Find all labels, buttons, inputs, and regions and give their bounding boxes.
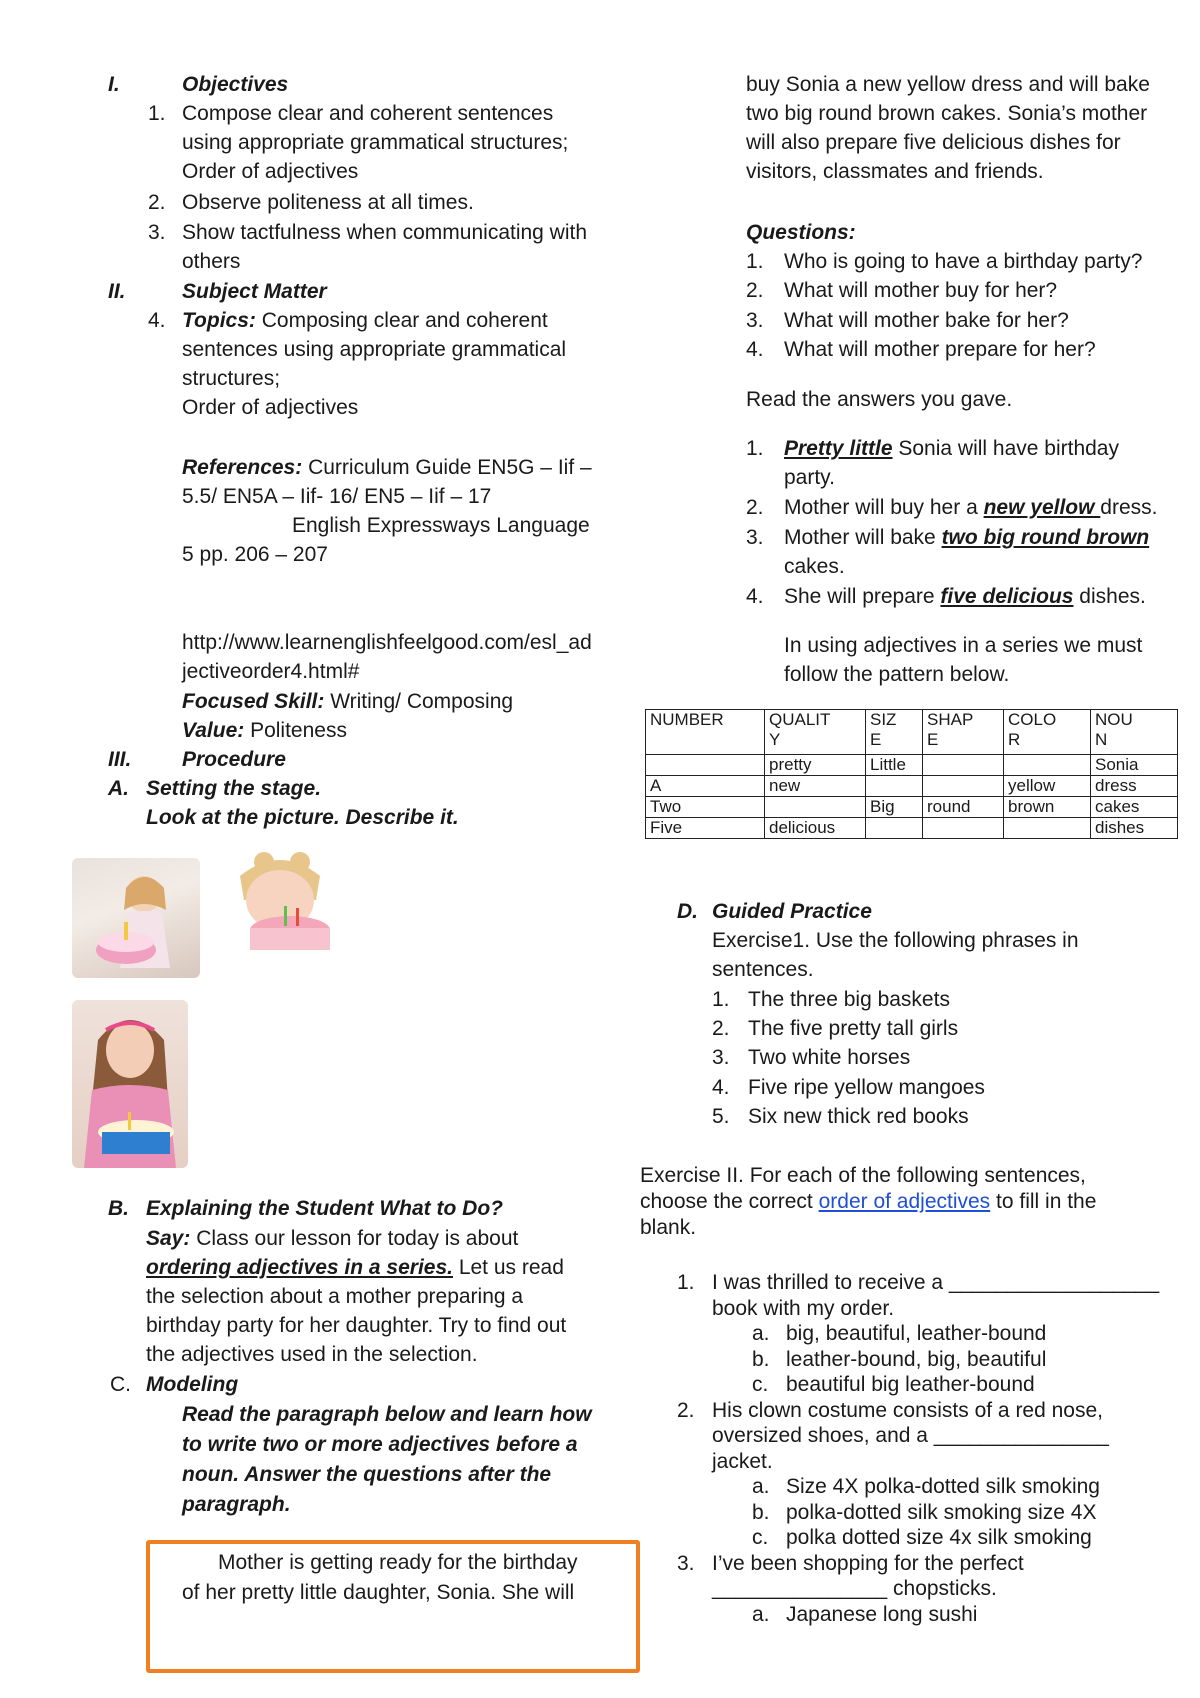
- say-text: the selection about a mother preparing a: [146, 1285, 524, 1308]
- exercise-instruction: sentences.: [712, 958, 814, 981]
- order-of-adjectives-link[interactable]: order of adjectives: [818, 1190, 991, 1213]
- option-letter: c.: [752, 1373, 769, 1396]
- say-line: [146, 1224, 518, 1253]
- focused-skill-text: Writing/ Composing: [324, 690, 514, 713]
- table-cell: [1004, 755, 1091, 776]
- answer-item: [784, 523, 1149, 552]
- table-cell: [646, 755, 765, 776]
- focused-skill: [182, 687, 513, 716]
- table-row: [646, 797, 1178, 818]
- table-cell: Two: [646, 797, 765, 818]
- table-header-cell: QUALIT Y: [765, 710, 866, 755]
- step-title: Guided Practice: [712, 900, 872, 923]
- exercise-instruction: blank.: [640, 1216, 697, 1239]
- objective-text: Observe politeness at all times.: [182, 191, 474, 214]
- quiz-question: _______________ chopsticks.: [712, 1577, 997, 1600]
- answer-item: [784, 434, 1119, 463]
- list-number: 4.: [148, 309, 166, 332]
- quiz-option[interactable]: leather-bound, big, beautiful: [786, 1348, 1047, 1371]
- pattern-text: follow the pattern below.: [784, 663, 1010, 686]
- focused-skill-label: Focused Skill:: [182, 690, 325, 713]
- birthday-girl-photo-1: [72, 858, 200, 978]
- table-cell: Big: [866, 797, 923, 818]
- list-number: 3.: [746, 526, 764, 549]
- topics-text: Order of adjectives: [182, 396, 359, 419]
- quiz-question: oversized shoes, and a _______________: [712, 1424, 1109, 1447]
- table-header-cell: NOU N: [1091, 710, 1178, 755]
- section-title: Subject Matter: [182, 280, 327, 303]
- value-text: Politeness: [244, 719, 347, 742]
- question-item: What will mother prepare for her?: [784, 338, 1096, 361]
- table-cell: round: [923, 797, 1004, 818]
- quiz-option[interactable]: polka dotted size 4x silk smoking: [786, 1526, 1092, 1549]
- table-cell: [1004, 818, 1091, 839]
- table-header-row: [646, 710, 1178, 755]
- option-letter: a.: [752, 1475, 770, 1498]
- list-number: 2.: [746, 279, 764, 302]
- exercise-instruction: Exercise II. For each of the following sentences,: [640, 1164, 1086, 1187]
- value-label: Value:: [182, 719, 245, 742]
- step-letter: B.: [108, 1197, 129, 1220]
- say-text: Let us read: [452, 1256, 564, 1279]
- step-title: Setting the stage.: [146, 777, 322, 800]
- table-row: [646, 818, 1178, 839]
- quiz-option[interactable]: Japanese long sushi: [786, 1603, 978, 1626]
- answer-text: Sonia will have birthday: [892, 437, 1119, 460]
- paragraph-text: two big round brown cakes. Sonia’s mother: [746, 102, 1148, 125]
- instruction-text: to fill in the: [990, 1190, 1097, 1213]
- girl-holding-cake-image: [72, 1000, 188, 1168]
- say-label: Say:: [146, 1227, 191, 1250]
- list-number: 4.: [746, 338, 764, 361]
- option-letter: a.: [752, 1603, 770, 1626]
- table-cell: cakes: [1091, 797, 1178, 818]
- step-letter: D.: [677, 900, 698, 923]
- table-cell: dishes: [1091, 818, 1178, 839]
- say-text: birthday party for her daughter. Try to find out: [146, 1314, 567, 1337]
- question-item: Who is going to have a birthday party?: [784, 250, 1143, 273]
- birthday-girl-photo-2: [204, 850, 356, 962]
- table-row: [646, 776, 1178, 797]
- exercise-instruction: [640, 1187, 1096, 1216]
- say-line: [146, 1253, 564, 1282]
- paragraph-text: buy Sonia a new yellow dress and will bake: [746, 73, 1150, 96]
- step-letter: A.: [108, 777, 129, 800]
- table-cell: Five: [646, 818, 765, 839]
- table-cell: delicious: [765, 818, 866, 839]
- table-row: [646, 755, 1178, 776]
- instruction-text: choose the correct: [640, 1190, 819, 1213]
- table-cell: [923, 776, 1004, 797]
- reference-url[interactable]: jectiveorder4.html#: [182, 660, 360, 683]
- option-letter: b.: [752, 1501, 770, 1524]
- birthday-girl-image: [72, 858, 200, 978]
- list-number: 1.: [677, 1271, 695, 1294]
- paragraph-text: will also prepare five delicious dishes for: [746, 131, 1121, 154]
- option-letter: a.: [752, 1322, 770, 1345]
- exercise-item: Five ripe yellow mangoes: [748, 1076, 985, 1099]
- table-cell: [923, 818, 1004, 839]
- exercise-item: Two white horses: [748, 1046, 911, 1069]
- references-text: 5 pp. 206 – 207: [182, 543, 328, 566]
- quiz-question: I was thrilled to receive a __________________: [712, 1271, 1160, 1294]
- table-cell: Sonia: [1091, 755, 1178, 776]
- list-number: 2.: [677, 1399, 695, 1422]
- table-cell: brown: [1004, 797, 1091, 818]
- objective-text: using appropriate grammatical structures;: [182, 131, 569, 154]
- answer-adjectives: new yellow: [983, 496, 1101, 519]
- table-header-cell: SHAP E: [923, 710, 1004, 755]
- table-cell: A: [646, 776, 765, 797]
- paragraph-text: of her pretty little daughter, Sonia. She will: [182, 1581, 575, 1604]
- table-cell: Little: [866, 755, 923, 776]
- references-line: [182, 453, 592, 482]
- questions-title: Questions:: [746, 221, 856, 244]
- modeling-instruction: paragraph.: [182, 1493, 291, 1516]
- quiz-option[interactable]: beautiful big leather-bound: [786, 1373, 1035, 1396]
- option-letter: b.: [752, 1348, 770, 1371]
- list-number: 1.: [746, 437, 764, 460]
- list-number: 4.: [712, 1076, 730, 1099]
- table-cell: [923, 755, 1004, 776]
- adjective-order-table: [645, 709, 1178, 839]
- answer-item: [784, 582, 1146, 611]
- pattern-text: In using adjectives in a series we must: [784, 634, 1143, 657]
- answer-text: party.: [784, 466, 835, 489]
- list-number: 2.: [746, 496, 764, 519]
- quiz-question: book with my order.: [712, 1297, 895, 1320]
- table-header-cell: COLO R: [1004, 710, 1091, 755]
- answer-text: dress.: [1100, 496, 1158, 519]
- table-cell: dress: [1091, 776, 1178, 797]
- topics-text: structures;: [182, 367, 281, 390]
- table-header-cell: NUMBER: [646, 710, 765, 755]
- say-text: the adjectives used in the selection.: [146, 1343, 478, 1366]
- quiz-option[interactable]: big, beautiful, leather-bound: [786, 1322, 1047, 1345]
- answer-text: Mother will buy her a: [784, 496, 984, 519]
- modeling-instruction: Read the paragraph below and learn how: [182, 1403, 592, 1426]
- value-line: [182, 716, 347, 745]
- topics-text: sentences using appropriate grammatical: [182, 338, 567, 361]
- list-number: 5.: [712, 1105, 730, 1128]
- topics-label: Topics:: [182, 309, 256, 332]
- answer-adjectives: Pretty little: [784, 437, 893, 460]
- read-answers: Read the answers you gave.: [746, 388, 1013, 411]
- objective-text: others: [182, 250, 241, 273]
- section-title: Objectives: [182, 73, 289, 96]
- quiz-question: I’ve been shopping for the perfect: [712, 1552, 1024, 1575]
- quiz-option[interactable]: Size 4X polka-dotted silk smoking: [786, 1475, 1100, 1498]
- section-title: Procedure: [182, 748, 286, 771]
- exercise-item: The three big baskets: [748, 988, 950, 1011]
- references-text: 5.5/ EN5A – Iif- 16/ EN5 – Iif – 17: [182, 485, 492, 508]
- lesson-topic: ordering adjectives in a series.: [146, 1256, 453, 1279]
- table-cell: yellow: [1004, 776, 1091, 797]
- table-cell: pretty: [765, 755, 866, 776]
- answer-item: [784, 493, 1157, 522]
- list-number: 3.: [712, 1046, 730, 1069]
- paragraph-text: visitors, classmates and friends.: [746, 160, 1044, 183]
- step-title: Explaining the Student What to Do?: [146, 1197, 503, 1220]
- references-text: English Expressways Language: [292, 514, 590, 537]
- question-item: What will mother buy for her?: [784, 279, 1058, 302]
- list-number: 1.: [746, 250, 764, 273]
- topics-line: [182, 306, 548, 335]
- exercise-item: The five pretty tall girls: [748, 1017, 959, 1040]
- objective-text: Order of adjectives: [182, 160, 359, 183]
- list-number: 2.: [148, 191, 166, 214]
- list-number: 1.: [712, 988, 730, 1011]
- roman-numeral: I.: [108, 73, 120, 96]
- modeling-instruction: to write two or more adjectives before a: [182, 1433, 578, 1456]
- references-label: References:: [182, 456, 303, 479]
- step-letter: C.: [110, 1373, 131, 1396]
- table-cell: [866, 776, 923, 797]
- modeling-instruction: noun. Answer the questions after the: [182, 1463, 552, 1486]
- references-text: Curriculum Guide EN5G – Iif –: [302, 456, 592, 479]
- exercise-instruction: Exercise1. Use the following phrases in: [712, 929, 1079, 952]
- roman-numeral: III.: [108, 748, 132, 771]
- quiz-question: His clown costume consists of a red nose,: [712, 1399, 1104, 1422]
- list-number: 3.: [677, 1552, 695, 1575]
- girl-with-cake-image: [204, 850, 356, 962]
- quiz-question: jacket.: [712, 1450, 773, 1473]
- answer-text: cakes.: [784, 555, 845, 578]
- objective-text: Compose clear and coherent sentences: [182, 102, 554, 125]
- answer-adjectives: five delicious: [940, 585, 1074, 608]
- list-number: 4.: [746, 585, 764, 608]
- say-text: Class our lesson for today is about: [190, 1227, 519, 1250]
- answer-text: Mother will bake: [784, 526, 942, 549]
- objective-text: Show tactfulness when communicating with: [182, 221, 588, 244]
- answer-text: dishes.: [1073, 585, 1146, 608]
- answer-text: She will prepare: [784, 585, 941, 608]
- list-number: 2.: [712, 1017, 730, 1040]
- quiz-option[interactable]: polka-dotted silk smoking size 4X: [786, 1501, 1097, 1524]
- list-number: 3.: [148, 221, 166, 244]
- table-header-cell: SIZ E: [866, 710, 923, 755]
- step-instruction: Look at the picture. Describe it.: [146, 806, 459, 829]
- answer-adjectives: two big round brown: [941, 526, 1150, 549]
- reference-url[interactable]: http://www.learnenglishfeelgood.com/esl_ad: [182, 631, 592, 654]
- roman-numeral: II.: [108, 280, 126, 303]
- step-title: Modeling: [146, 1373, 239, 1396]
- topics-text: Composing clear and coherent: [255, 309, 548, 332]
- table-cell: [765, 797, 866, 818]
- option-letter: c.: [752, 1526, 769, 1549]
- exercise-item: Six new thick red books: [748, 1105, 969, 1128]
- list-number: 1.: [148, 102, 166, 125]
- table-cell: new: [765, 776, 866, 797]
- birthday-girl-photo-3: [72, 1000, 188, 1168]
- list-number: 3.: [746, 309, 764, 332]
- question-item: What will mother bake for her?: [784, 309, 1069, 332]
- paragraph-text: Mother is getting ready for the birthday: [218, 1551, 578, 1574]
- table-cell: [866, 818, 923, 839]
